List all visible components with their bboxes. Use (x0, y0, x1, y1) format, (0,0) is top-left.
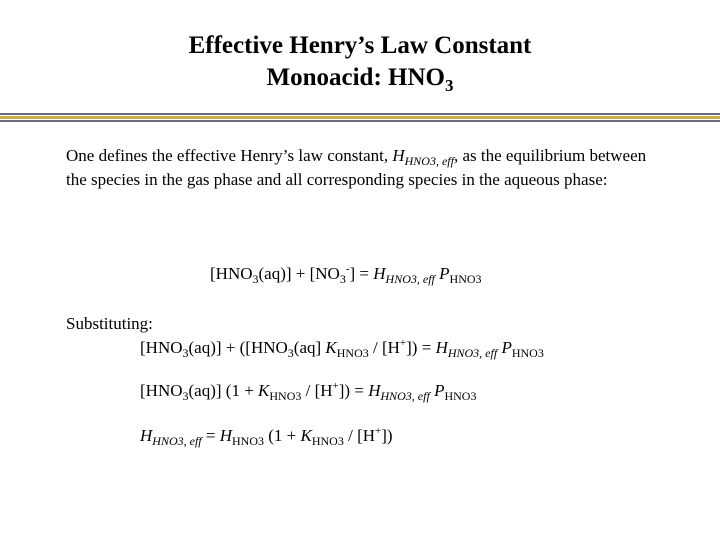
eq3-pressure: P (434, 381, 445, 400)
eq2-henry: H (435, 338, 448, 357)
eq3-term: ]) = (338, 381, 369, 400)
title-line-1: Effective Henry’s Law Constant (188, 32, 532, 59)
eq3-term: [HNO (140, 381, 183, 400)
title-line-2 (0, 62, 720, 94)
eq1-term: ] = (349, 264, 374, 283)
eq4-henry-sub: HNO3 (232, 434, 264, 448)
eq2-sub: 3 (287, 346, 294, 360)
eq3-term: / [H (301, 381, 333, 400)
equation-4 (140, 425, 393, 447)
eq2-term: (aq] (293, 338, 326, 357)
eq1-term: [HNO (210, 264, 253, 283)
title-line-2-subscript: 3 (444, 76, 454, 95)
eq3-k-sub: HNO3 (269, 389, 302, 403)
eq4-term: (1 + (264, 426, 301, 445)
eq3-sub: 3 (182, 389, 189, 403)
eq3-henry: H (368, 381, 381, 400)
eq4-sup: + (375, 425, 382, 437)
eq2-term: [HNO (140, 338, 183, 357)
henry-subscript: HNO3, eff (404, 154, 454, 168)
substituting-label: Substituting: (66, 314, 153, 333)
henry-symbol: H (392, 146, 405, 165)
eq1-henry-sub: HNO3, eff (385, 272, 435, 286)
eq2-term: / [H (368, 338, 400, 357)
eq1-sub: 3 (252, 272, 259, 286)
eq3-henry-sub: HNO3, eff (380, 389, 430, 403)
eq3-pressure-sub: HNO3 (444, 389, 477, 403)
eq4-k: K (300, 426, 312, 445)
eq4-henry-eff: H (140, 426, 153, 445)
eq2-sub: 3 (182, 346, 189, 360)
equation-3 (140, 380, 476, 402)
eq2-term: (aq)] + ([HNO (188, 338, 288, 357)
equation-2 (140, 337, 544, 359)
eq2-pressure: P (501, 338, 512, 357)
title-line-2-text: Monoacid: HNO (266, 64, 445, 91)
eq3-term: (aq)] (1 + (188, 381, 259, 400)
intro-text-2: , as the equilibrium between the species in the gas phase and all corresponding species in the aqueous phase: (66, 146, 647, 189)
eq1-sup: - (345, 263, 350, 275)
eq2-k: K (325, 338, 337, 357)
divider-dark-top (0, 113, 720, 115)
intro-text-1: One defines the effective Henry’s law constant, (66, 146, 393, 165)
equation-1 (210, 263, 482, 285)
eq1-henry: H (373, 264, 386, 283)
eq3-k: K (258, 381, 270, 400)
eq2-pressure-sub: HNO3 (511, 346, 544, 360)
eq4-k-sub: HNO3 (311, 434, 344, 448)
eq3-sup: + (332, 380, 339, 392)
eq2-term: ]) = (406, 338, 436, 357)
divider-gold (0, 116, 720, 119)
eq4-henry-eff-sub: HNO3, eff (152, 434, 202, 448)
eq4-term: = (201, 426, 220, 445)
eq4-term: / [H (343, 426, 376, 445)
slide-title (0, 30, 720, 94)
eq2-henry-sub: HNO3, eff (447, 346, 498, 360)
eq2-k-sub: HNO3 (336, 346, 369, 360)
eq4-term: ]) (381, 426, 393, 445)
eq2-sup: + (399, 337, 407, 349)
intro-paragraph (66, 144, 666, 192)
eq1-term: (aq)] + [NO (258, 264, 340, 283)
eq1-sub: 3 (339, 272, 346, 286)
divider-dark-bottom (0, 120, 720, 122)
eq1-pressure-sub: HNO3 (449, 272, 482, 286)
eq4-henry: H (219, 426, 232, 445)
eq1-pressure: P (439, 264, 450, 283)
